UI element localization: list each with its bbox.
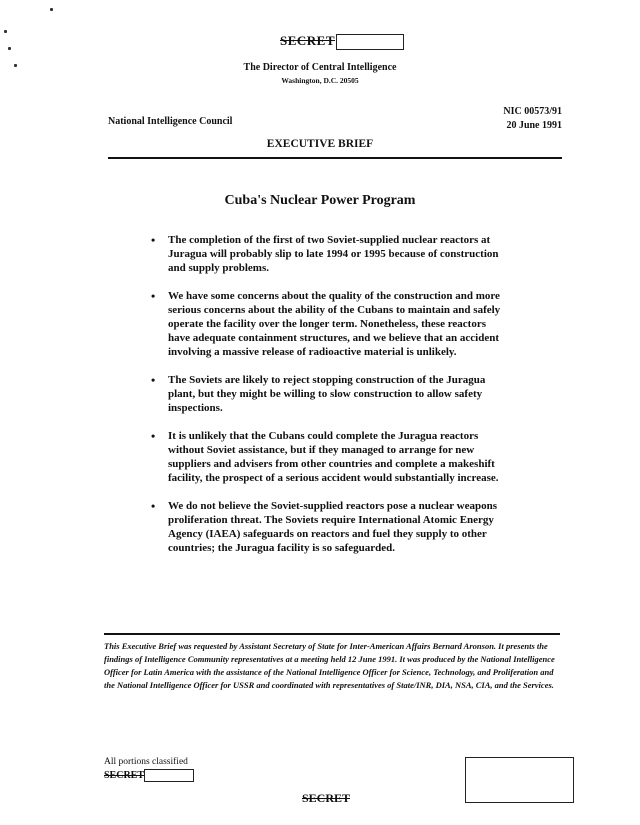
bullet-icon: • xyxy=(151,373,156,387)
portions-classification xyxy=(104,756,194,783)
reference-block xyxy=(503,105,562,133)
issuing-office: The Director of Central Intelligence xyxy=(243,62,397,73)
top-classification xyxy=(280,33,404,50)
classification-marking: SECRET xyxy=(280,33,336,48)
redaction-box xyxy=(336,34,404,50)
key-judgments-list xyxy=(148,233,508,569)
issuing-address: Washington, D.C. 20505 xyxy=(281,76,359,85)
bullet-text: The Soviets are likely to reject stopping construction of the Juragua plant, but they might be willing to slow construction to allow safety inspections. xyxy=(168,374,486,414)
bullet-text: We do not believe the Soviet-supplied reactors pose a nuclear weapons proliferation threat. The Soviets require International Atomic Energy Agency (IAEA) safeguards on reactors and fuel they supply to other countries; the Juragua facility is so safeguarded. xyxy=(168,500,497,554)
control-box xyxy=(465,757,574,803)
header-rule xyxy=(108,157,562,159)
document-title: Cuba's Nuclear Power Program xyxy=(224,193,416,208)
scan-speck xyxy=(4,30,7,33)
reference-number: NIC 00573/91 xyxy=(503,106,562,117)
list-item xyxy=(148,429,508,485)
document-date: 20 June 1991 xyxy=(506,120,562,131)
bullet-icon: • xyxy=(151,499,156,513)
scan-speck xyxy=(8,47,11,50)
list-item xyxy=(148,499,508,555)
scan-speck xyxy=(50,8,53,11)
document-type: EXECUTIVE BRIEF xyxy=(266,138,374,150)
bottom-classification: SECRET xyxy=(302,791,351,805)
redaction-box xyxy=(144,769,194,782)
portions-label: All portions classified xyxy=(104,757,188,767)
bullet-icon: • xyxy=(151,289,156,303)
bullet-icon: • xyxy=(151,233,156,247)
list-item xyxy=(148,289,508,359)
bullet-text: It is unlikely that the Cubans could complete the Juragua reactors without Soviet assistance, but if they managed to arrange for new suppliers and advisers from other countries and complete a makeshift facility, the prospect of a serious accident would substantially increase. xyxy=(168,430,499,484)
portions-marking: SECRET xyxy=(104,770,145,781)
list-item xyxy=(148,233,508,275)
bullet-icon: • xyxy=(151,429,156,443)
footnote: This Executive Brief was requested by Assistant Secretary of State for Inter-American Affairs Bernard Aronson. It presents the findings of Intelligence Community representatives at a meeting held 12 June 1991. It was produced by the National Intelligence Officer for Latin America with the assistance of the National Intelligence Officer for Science, Technology, and Proliferation and the National Intelligence Officer for USSR and coordinated with representatives of State/INR, DIA, NSA, CIA, and the Services. xyxy=(104,641,555,690)
footnote-rule xyxy=(104,633,560,635)
bullet-text: We have some concerns about the quality of the construction and more serious concerns about the ability of the Cubans to maintain and safely operate the facility over the longer term. Nonetheless, these reactors have adequate containment structures, and we believe that an accident involving a massive release of radioactive material is unlikely. xyxy=(168,290,501,358)
list-item xyxy=(148,373,508,415)
council-name: National Intelligence Council xyxy=(108,116,233,127)
bullet-text: The completion of the first of two Soviet-supplied nuclear reactors at Juragua will probably slip to late 1994 or 1995 because of construction and supply problems. xyxy=(168,234,499,274)
